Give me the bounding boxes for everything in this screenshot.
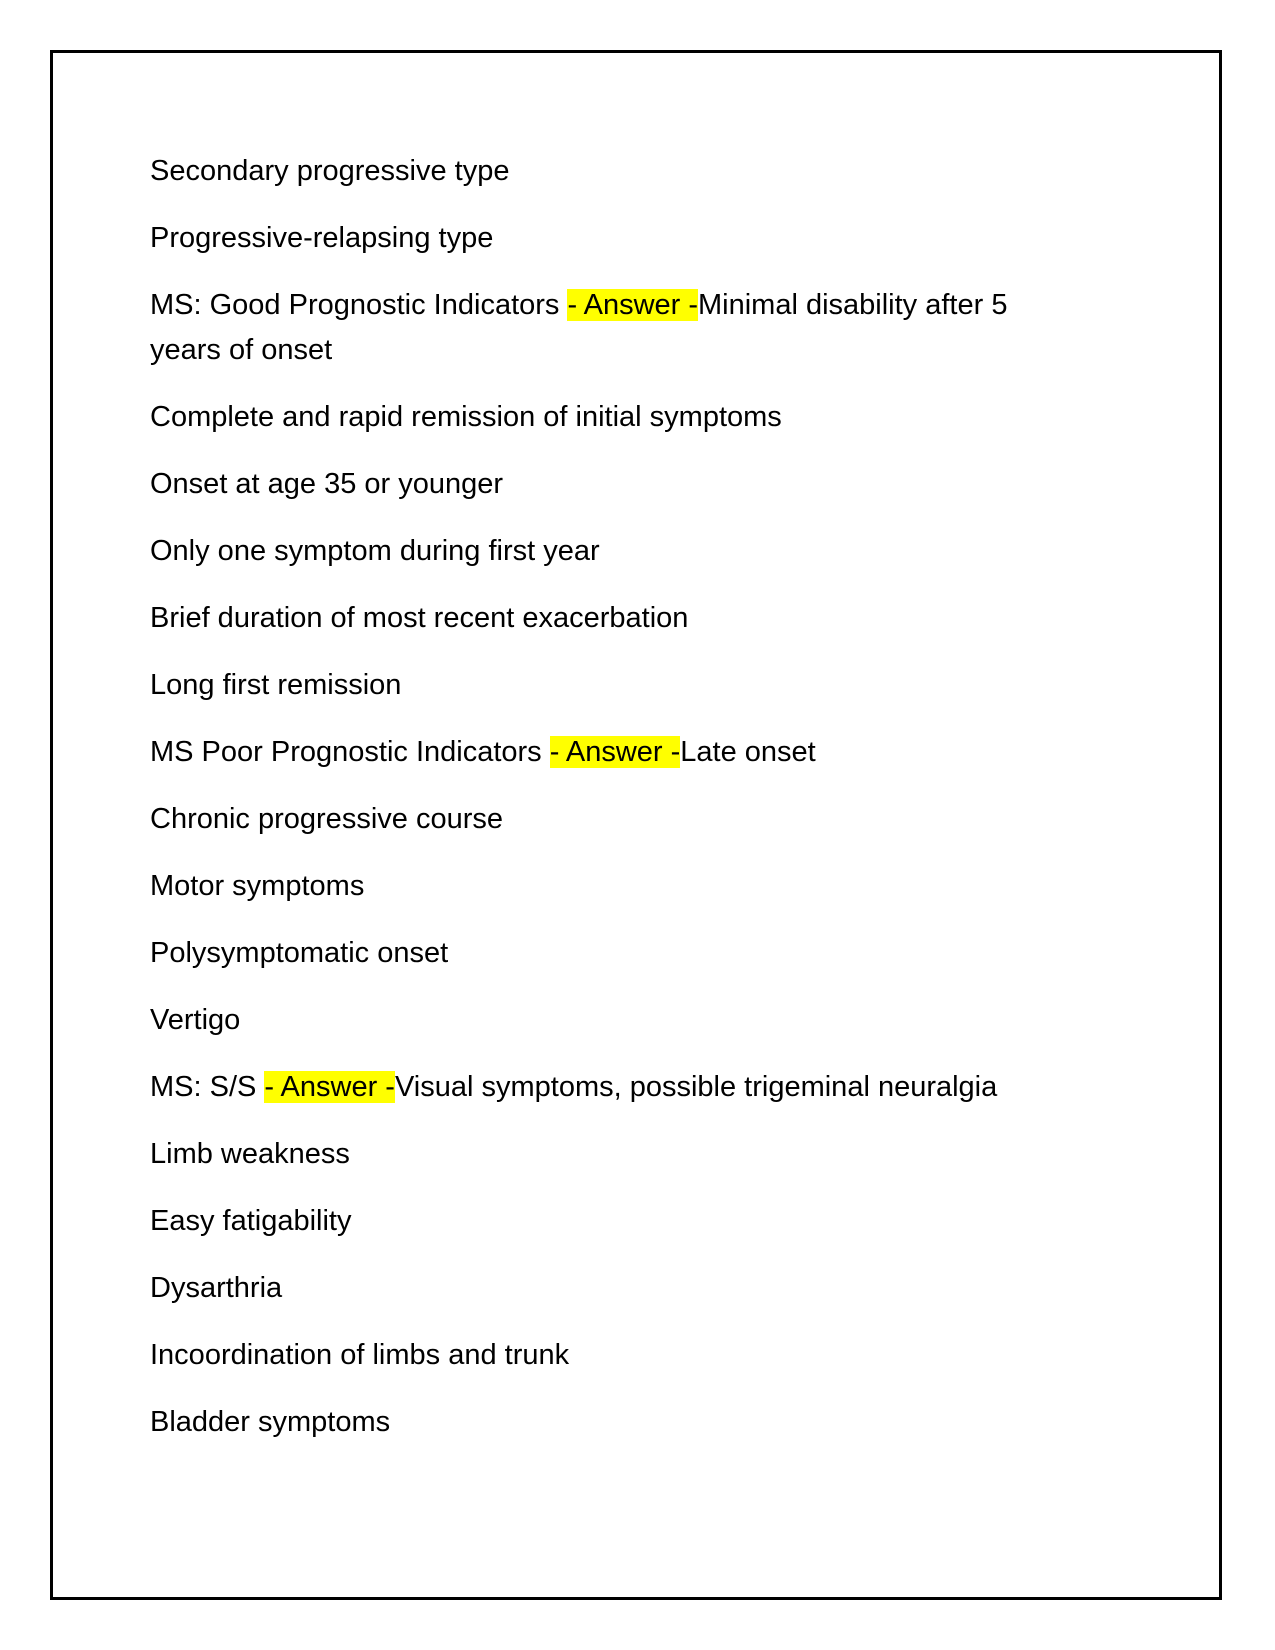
paragraph bbox=[150, 596, 1080, 641]
paragraph bbox=[150, 1199, 1080, 1244]
paragraph bbox=[150, 1132, 1080, 1177]
paragraph bbox=[150, 462, 1080, 507]
paragraph-text: Incoordination of limbs and trunk bbox=[150, 1339, 570, 1371]
question-text: MS: S/S bbox=[150, 1071, 265, 1103]
question-text: MS Poor Prognostic Indicators bbox=[150, 736, 550, 768]
document-body bbox=[150, 149, 1080, 1467]
paragraph-text: Limb weakness bbox=[150, 1138, 350, 1170]
answer-highlight: - Answer - bbox=[264, 1071, 395, 1103]
answer-text: Late onset bbox=[680, 736, 816, 768]
paragraph-text: Secondary progressive type bbox=[150, 155, 510, 187]
paragraph bbox=[150, 797, 1080, 842]
paragraph bbox=[150, 1400, 1080, 1445]
paragraph-text: Onset at age 35 or younger bbox=[150, 468, 504, 500]
paragraph-text: Vertigo bbox=[150, 1004, 241, 1036]
paragraph bbox=[150, 864, 1080, 909]
paragraph bbox=[150, 395, 1080, 440]
paragraph bbox=[150, 663, 1080, 708]
paragraph bbox=[150, 216, 1080, 261]
paragraph-text: Brief duration of most recent exacerbation bbox=[150, 602, 689, 634]
paragraph-text: Motor symptoms bbox=[150, 870, 365, 902]
answer-highlight: - Answer - bbox=[567, 289, 699, 321]
paragraph bbox=[150, 730, 1080, 775]
answer-text: Minimal disability after 5 years of onset bbox=[150, 289, 1008, 366]
paragraph bbox=[150, 931, 1080, 976]
paragraph bbox=[150, 1333, 1080, 1378]
answer-highlight: - Answer - bbox=[549, 736, 681, 768]
paragraph-text: Chronic progressive course bbox=[150, 803, 503, 835]
paragraph-text: Polysymptomatic onset bbox=[150, 937, 449, 969]
paragraph-text: Only one symptom during first year bbox=[150, 535, 600, 567]
paragraph-text: Easy fatigability bbox=[150, 1205, 352, 1237]
paragraph bbox=[150, 1065, 1080, 1110]
paragraph bbox=[150, 283, 1080, 373]
paragraph bbox=[150, 1266, 1080, 1311]
paragraph-text: Dysarthria bbox=[150, 1272, 283, 1304]
paragraph bbox=[150, 149, 1080, 194]
paragraph bbox=[150, 998, 1080, 1043]
paragraph-text: Complete and rapid remission of initial symptoms bbox=[150, 401, 782, 433]
paragraph bbox=[150, 529, 1080, 574]
question-text: MS: Good Prognostic Indicators bbox=[150, 289, 568, 321]
paragraph-text: Progressive-relapsing type bbox=[150, 222, 494, 254]
paragraph-text: Long first remission bbox=[150, 669, 402, 701]
answer-text: Visual symptoms, possible trigeminal neuralgia bbox=[394, 1071, 998, 1103]
paragraph-text: Bladder symptoms bbox=[150, 1406, 391, 1438]
